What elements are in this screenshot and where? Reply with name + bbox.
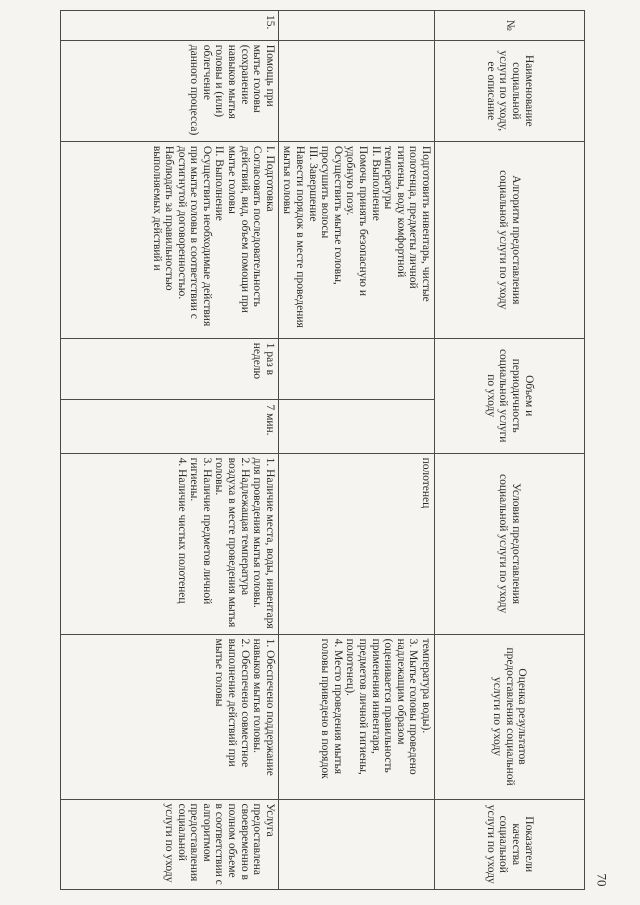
header-quality-indicators: Показатели качества социальной услуги по уходу — [435, 799, 585, 890]
cell-duration — [278, 400, 434, 453]
header-volume-frequency: Объем и периодичность социальной услуги по уходу — [435, 338, 585, 453]
rotated-table-sheet — [75, 10, 585, 890]
header-algorithm: Алгоритм предоставления социальной услуги по уходу — [435, 141, 585, 338]
cell-number: 15. — [60, 11, 278, 41]
header-number: № — [435, 11, 585, 41]
cell-frequency: 1 раз в неделю — [60, 338, 278, 400]
cell-frequency — [278, 338, 434, 400]
cell-indicators: Услуга предоставлена своевременно в полном объеме в соответствии с алгоритмом предоставления социальной услуги по уходу — [60, 799, 278, 890]
services-table — [60, 10, 585, 890]
cell-indicators — [278, 799, 434, 890]
cell-conditions: 1. Наличие места, воды, инвентаря для проведения мытья головы. 2. Надлежащая температура воздуха в месте проведения мытья головы. 3. Наличие предметов личной гигиены. 4. Наличие чистых полотенец — [60, 453, 278, 634]
cell-service-name: Помощь при мытье головы (сохранение навыков мытья головы и (или) облегчение данного процесса) — [60, 40, 278, 141]
cell-duration: 7 мин. — [60, 400, 278, 453]
table-header-row — [435, 11, 585, 890]
cell-algorithm: I. Подготовка Согласовать последовательность действий, вид, объем помощи при мытье головы II. Выполнение Осуществить необходимые действия при мытье головы в соответствии с достигнутой договоренностью. Наблюдать за правильностью выполняемых действий и — [60, 141, 278, 338]
header-service-name: Наименование социальной услуги по уходу, ее описание — [435, 40, 585, 141]
cell-service-name — [278, 40, 434, 141]
page-number: 70 — [594, 873, 610, 887]
cell-algorithm: Подготовить инвентарь, чистые полотенца, предметы личной гигиены, воду комфортной температуры II. Выполнение Помочь принять безопасную и удобную позу. Осуществить мытье головы, просушить волосы III. Завершение Навести порядок в месте проведения мытья головы — [278, 141, 434, 338]
table-row — [60, 11, 278, 890]
cell-conditions: полотенец — [278, 453, 434, 634]
header-evaluation: Оценка результатов предоставления социальной услуги по уходу — [435, 634, 585, 799]
cell-number — [278, 11, 434, 41]
header-conditions: Условия предоставления социальной услуги по уходу — [435, 453, 585, 634]
table-row — [278, 11, 434, 890]
cell-evaluation: температура воды). 3. Мытье головы проведено надлежащим образом (оценивается правильность применения инвентаря, предметов личной гигиены, полотенец). 4. Место проведения мытья головы приведено в порядок — [278, 634, 434, 799]
cell-evaluation: 1. Обеспечено поддержание навыков мытья головы. 2. Обеспечено совместное выполнение действий при мытье головы — [60, 634, 278, 799]
